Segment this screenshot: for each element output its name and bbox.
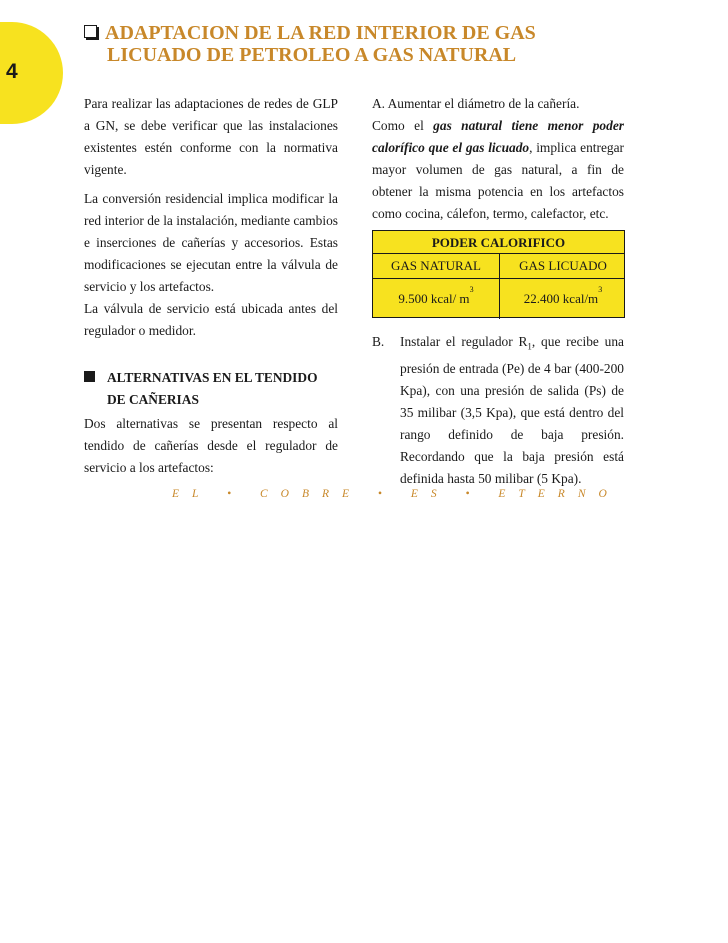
section-subtitle bbox=[84, 367, 338, 411]
checkbox-bullet-icon bbox=[84, 25, 97, 38]
page-title bbox=[84, 22, 644, 66]
table-natural-gas-value bbox=[373, 285, 499, 310]
square-bullet-icon bbox=[84, 371, 95, 382]
table-header: PODER CALORIFICO bbox=[373, 231, 624, 254]
option-b-paragraph bbox=[400, 331, 624, 490]
table-column-divider bbox=[499, 253, 500, 319]
option-a-paragraph bbox=[372, 115, 624, 225]
valve-paragraph: La válvula de servicio está ubicada antes del regulador o medidor. bbox=[84, 301, 338, 338]
option-a-emphasis: gas natural tiene menor poder calorífico que el gas licuado bbox=[372, 118, 624, 155]
calorific-power-table bbox=[372, 230, 625, 318]
subtitle-line-1: ALTERNATIVAS EN EL TENDIDO bbox=[107, 370, 318, 385]
title-line-2: LICUADO DE PETROLEO A GAS NATURAL bbox=[107, 44, 517, 66]
regulator-subscript: 1 bbox=[527, 341, 532, 352]
lpg-value-text: 22.400 kcal/m bbox=[523, 291, 599, 306]
table-col-lpg-label: GAS LICUADO bbox=[519, 258, 607, 273]
table-col-natural-gas-label: GAS NATURAL bbox=[391, 258, 481, 273]
subtitle-line-2: DE CAÑERIAS bbox=[107, 392, 199, 407]
page-number: 4 bbox=[6, 60, 18, 83]
natural-gas-value-text: 9.500 kcal/ m bbox=[398, 291, 470, 306]
option-b-label: B. bbox=[372, 334, 385, 349]
option-a-text-post: , implica entregar mayor volumen de gas natural, a fin de obtener la misma potencia en los artefactos como cocina, cálefon, termo, calefactor, etc. bbox=[372, 140, 624, 221]
intro-paragraph: Para realizar las adaptaciones de redes de GLP a GN, se debe verificar que las instalaciones existentes estén conforme con la normativa vigente. bbox=[84, 96, 338, 177]
alternatives-paragraph: Dos alternativas se presentan respecto al tendido de cañerías desde el regulador de servicio a los artefactos: bbox=[84, 416, 338, 475]
conversion-paragraph: La conversión residencial implica modificar la red interior de la instalación, mediante cambios e inserciones de cañerías y accesorios. Estas modificaciones se ejecutan entre la válvula de servicio y los artefactos. bbox=[84, 191, 338, 294]
footer-slogan: EL • COBRE • ES • ETERNO bbox=[172, 488, 620, 500]
lpg-unit-exponent: 3 bbox=[598, 285, 603, 294]
table-lpg-value bbox=[500, 285, 626, 310]
option-a-heading: A. Aumentar el diámetro de la cañería. bbox=[372, 96, 580, 111]
option-a-text-pre: Como el bbox=[372, 118, 434, 133]
option-b-text-post: , que recibe una presión de entrada (Pe) de 4 bar (400-200 Kpa), con una presión de salida (Ps) de 35 milibar (3,5 Kpa), que está dentro del rango definido de baja presión. Recordando que la baja presión está definida hasta 50 milibar (5 Kpa). bbox=[400, 334, 624, 486]
natural-gas-unit-exponent: 3 bbox=[469, 285, 474, 294]
title-line-1: ADAPTACION DE LA RED INTERIOR DE GAS bbox=[105, 22, 536, 44]
option-b-text-pre: Instalar el regulador R bbox=[400, 334, 528, 349]
